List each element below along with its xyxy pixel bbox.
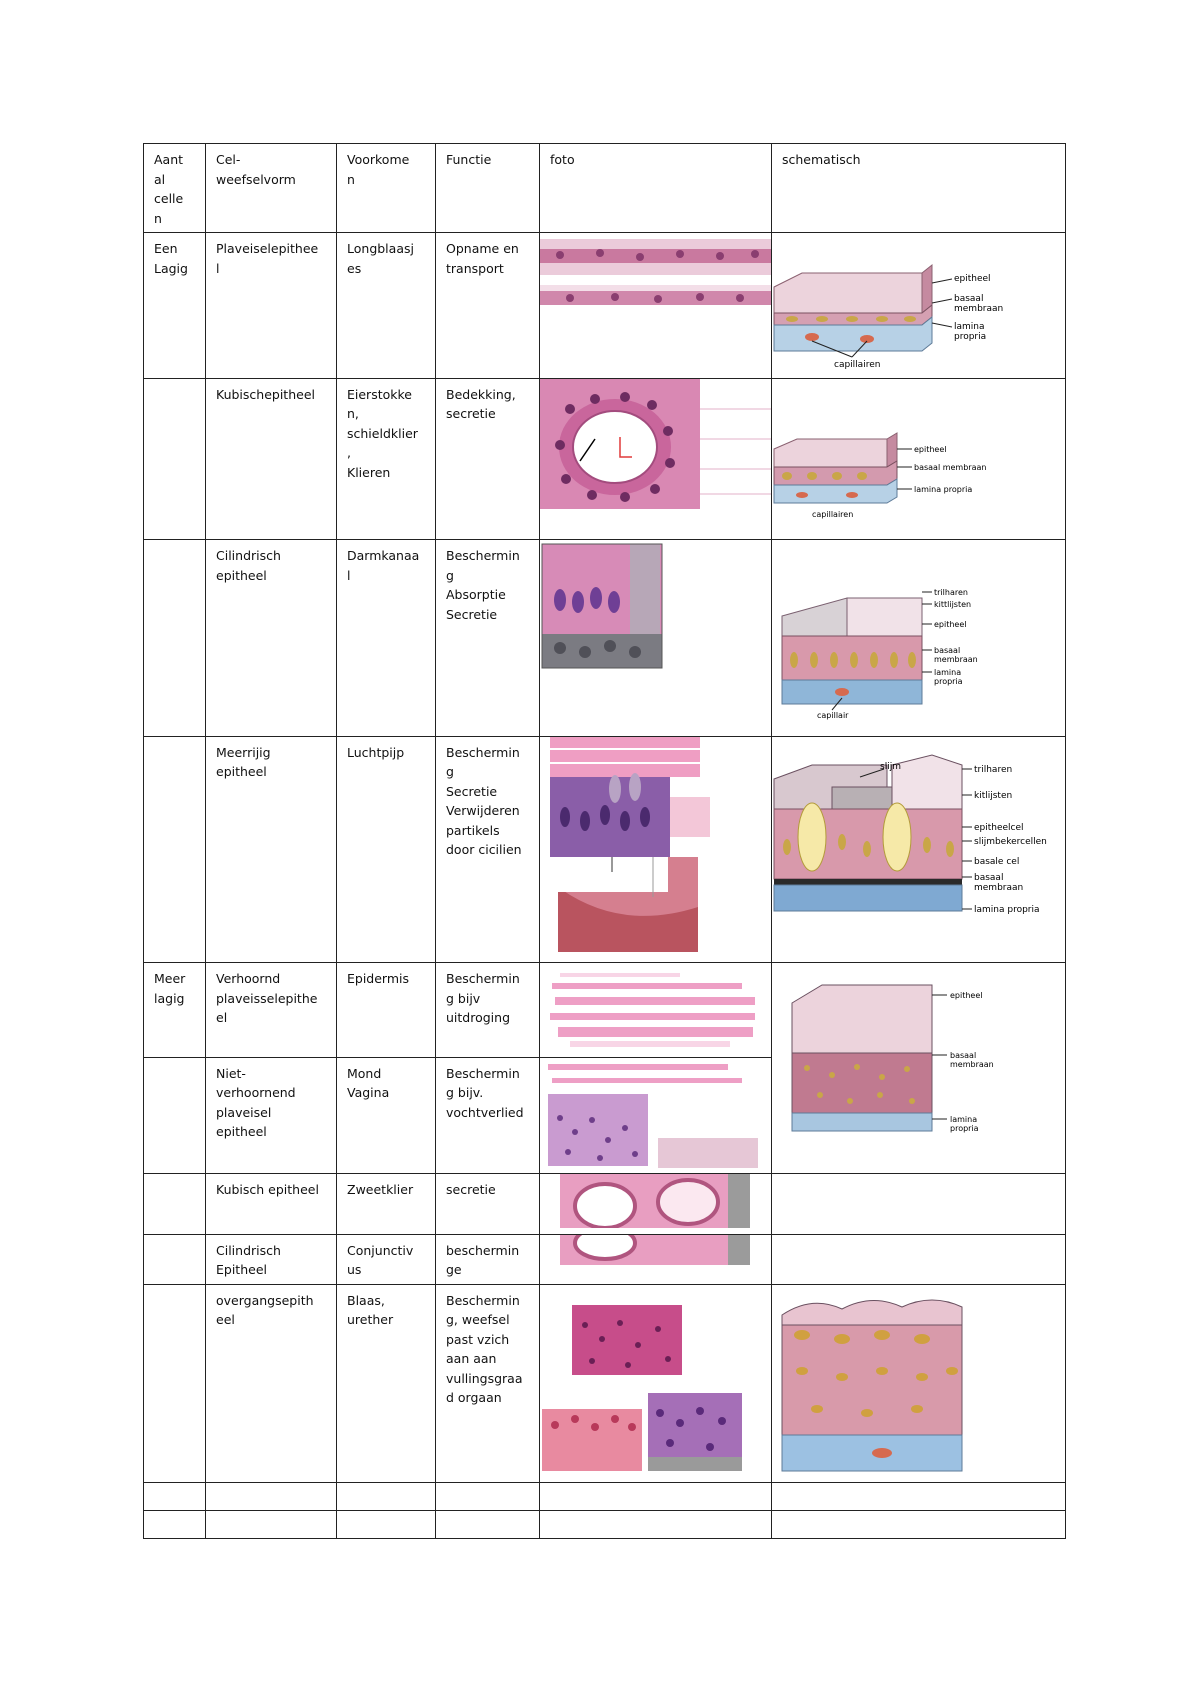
cell-form: Niet- verhoornend plaveisel epitheel [206, 1057, 337, 1174]
empty-cell [540, 1483, 772, 1511]
label-capillairen: capillairen [834, 360, 881, 370]
schematic-transitional [772, 1285, 1066, 1477]
label-basaal-membraan: basaal membraan [950, 1051, 994, 1069]
label-lamina-propria: lamina propria [950, 1115, 979, 1133]
photo-cell [540, 963, 772, 1058]
cell-function: Beschermin g bijv. vochtverlied [436, 1057, 540, 1174]
micrograph-keratinized [540, 963, 772, 1051]
micrograph-squamous [540, 233, 772, 372]
label-kitlijsten: kitlijsten [974, 790, 1013, 801]
label-basaal-membraan: basaal membraan [954, 294, 1004, 314]
schematic-squamous [772, 233, 1066, 372]
photo-cell [540, 540, 772, 737]
cell-occurrence: Darmkanaa l [337, 540, 436, 737]
label-epitheel: epitheel [914, 444, 947, 454]
cell-layers [144, 1174, 206, 1235]
label-lamina-propria: lamina propria [914, 484, 973, 494]
schematic-cell [772, 736, 1066, 963]
schematic-cell [772, 963, 1066, 1174]
label-epitheel: epitheel [934, 620, 967, 629]
cell-function: Beschermin g, weefsel past vzich aan aan vullingsgraa d orgaan [436, 1284, 540, 1483]
table-row [144, 1483, 1066, 1511]
micrograph-pseudostratified [540, 737, 772, 957]
schematic-cell [772, 378, 1066, 540]
schematic-cuboidal [772, 379, 1066, 534]
cell-form: Kubischepitheel [206, 378, 337, 540]
label-basaal-membraan: basaal membraan [914, 462, 987, 472]
label-lamina-propria: lamina propria [974, 904, 1040, 915]
empty-cell [772, 1511, 1066, 1539]
cell-form: Plaveiselepithee l [206, 233, 337, 379]
cell-form: overgangsepith eel [206, 1284, 337, 1483]
cell-layers [144, 736, 206, 963]
label-basaal-membraan: basaal membraan [934, 646, 978, 664]
header-foto: foto [540, 144, 772, 233]
cell-occurrence: Epidermis [337, 963, 436, 1058]
header-celweefselvorm: Cel- weefselvorm [206, 144, 337, 233]
cell-occurrence: Mond Vagina [337, 1057, 436, 1174]
schematic-cell [772, 1284, 1066, 1483]
cell-function: Beschermin g Secretie Verwijderen partikels door cicilien [436, 736, 540, 963]
label-trilharen: trilharen [974, 764, 1013, 775]
label-lamina-propria: lamina propria [954, 322, 987, 342]
cell-layers: Meer lagig [144, 963, 206, 1058]
label-kittlijsten: kittlijsten [934, 600, 972, 609]
photo-cell [540, 378, 772, 540]
empty-cell [540, 1511, 772, 1539]
schematic-columnar [772, 540, 1066, 730]
header-schematisch: schematisch [772, 144, 1066, 233]
table-row [144, 233, 1066, 379]
empty-cell [337, 1483, 436, 1511]
cell-layers [144, 1057, 206, 1174]
table-row [144, 736, 1066, 963]
cell-form: Kubisch epitheel [206, 1174, 337, 1235]
cell-occurrence: Zweetklier [337, 1174, 436, 1235]
cell-function: Beschermin g Absorptie Secretie [436, 540, 540, 737]
photo-cell [540, 1234, 772, 1284]
micrograph-conjunctiva [540, 1235, 772, 1275]
empty-cell [772, 1483, 1066, 1511]
label-capillair: capillair [817, 711, 849, 720]
label-basaal-membraan: basaal membraan [974, 872, 1024, 893]
schematic-stratified [772, 963, 1066, 1161]
cell-function: beschermin ge [436, 1234, 540, 1284]
cell-layers [144, 1234, 206, 1284]
cell-occurrence: Luchtpijp [337, 736, 436, 963]
header-voorkomen: Voorkome n [337, 144, 436, 233]
empty-cell [144, 1483, 206, 1511]
cell-form: Verhoornd plaveisselepithe el [206, 963, 337, 1058]
schematic-pseudostratified [772, 737, 1066, 957]
table-row [144, 378, 1066, 540]
header-functie: Functie [436, 144, 540, 233]
empty-cell [436, 1511, 540, 1539]
cell-layers [144, 1284, 206, 1483]
cell-occurrence: Eierstokke n, schieldklier , Klieren [337, 378, 436, 540]
cell-form: Cilindrisch Epitheel [206, 1234, 337, 1284]
label-slijmbekercellen: slijmbekercellen [974, 836, 1047, 847]
cell-layers [144, 540, 206, 737]
photo-cell [540, 1284, 772, 1483]
photo-cell [540, 1174, 772, 1235]
label-slijm: slijm [880, 761, 901, 772]
cell-function: Beschermin g bijv uitdroging [436, 963, 540, 1058]
empty-cell [436, 1483, 540, 1511]
schematic-cell [772, 540, 1066, 737]
empty-cell [206, 1483, 337, 1511]
micrograph-nonkeratinized [540, 1058, 772, 1168]
photo-cell [540, 233, 772, 379]
micrograph-cuboidal [540, 379, 772, 534]
table-row [144, 963, 1066, 1058]
empty-cell [772, 1234, 1066, 1284]
label-epitheelcel: epitheelcel [974, 822, 1024, 833]
empty-cell [206, 1511, 337, 1539]
empty-cell [337, 1511, 436, 1539]
photo-cell [540, 736, 772, 963]
cell-function: Opname en transport [436, 233, 540, 379]
cell-form: Cilindrisch epitheel [206, 540, 337, 737]
label-trilharen: trilharen [934, 588, 968, 597]
table-row [144, 540, 1066, 737]
label-epitheel: epitheel [954, 274, 991, 284]
cell-layers [144, 378, 206, 540]
cell-function: Bedekking, secretie [436, 378, 540, 540]
label-capillairen: capillairen [812, 509, 854, 519]
cell-form: Meerrijig epitheel [206, 736, 337, 963]
empty-cell [144, 1511, 206, 1539]
table-row [144, 1284, 1066, 1483]
header-aantal-cellen: Aant al celle n [144, 144, 206, 233]
cell-occurrence: Longblaasj es [337, 233, 436, 379]
cell-occurrence: Blaas, urether [337, 1284, 436, 1483]
micrograph-sweat-gland [540, 1174, 772, 1228]
cell-function: secretie [436, 1174, 540, 1235]
label-lamina-propria: lamina propria [934, 668, 963, 686]
epithelium-table [143, 143, 1066, 1539]
table-row [144, 1511, 1066, 1539]
table-row [144, 1174, 1066, 1235]
cell-occurrence: Conjunctiv us [337, 1234, 436, 1284]
photo-cell [540, 1057, 772, 1174]
empty-cell [772, 1174, 1066, 1235]
micrograph-transitional [540, 1285, 772, 1477]
schematic-cell [772, 233, 1066, 379]
table-row [144, 1234, 1066, 1284]
label-epitheel: epitheel [950, 991, 983, 1000]
label-basale-cel: basale cel [974, 856, 1020, 867]
micrograph-columnar [540, 540, 772, 730]
header-row [144, 144, 1066, 233]
cell-layers: Een Lagig [144, 233, 206, 379]
